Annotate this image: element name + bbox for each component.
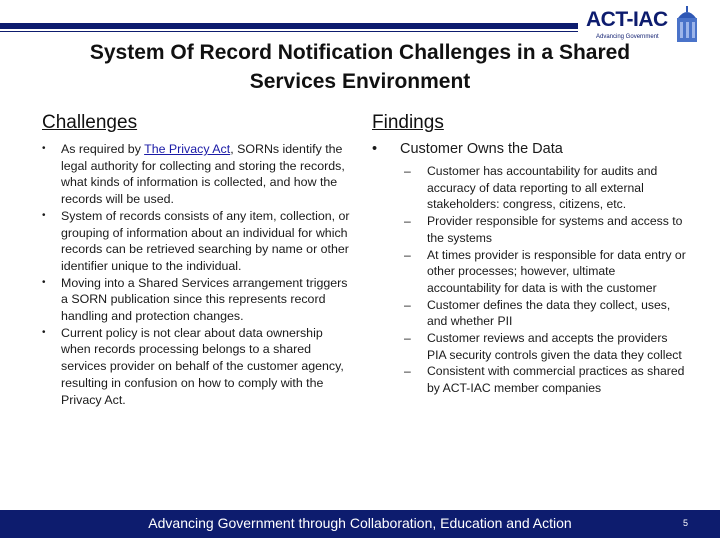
finding-sub-item [404, 330, 688, 363]
finding-sub-item [404, 297, 688, 330]
bullet-icon: • [42, 143, 46, 154]
page-number: 5 [682, 518, 688, 528]
dash-icon: – [404, 364, 411, 379]
bullet-icon: • [372, 141, 378, 157]
footer-text: Advancing Government through Collaboration, Education and Action [148, 515, 572, 531]
challenge-item [42, 208, 352, 275]
privacy-act-link[interactable]: The Privacy Act [144, 142, 231, 156]
bullet-icon: • [42, 276, 46, 288]
header-rule-thin [0, 31, 578, 32]
logo-text: ACT-IAC [586, 8, 668, 31]
challenges-heading: Challenges [42, 112, 138, 133]
finding-sub-text: Provider responsible for systems and access to the systems [427, 214, 683, 245]
title-line-1: System Of Record Notification Challenges in a Shared [89, 41, 631, 64]
finding-sub-text: Customer has accountability for audits and accuracy of data reporting to all external stakeholders: congress, citizens, etc. [427, 164, 658, 212]
dash-icon: – [404, 164, 411, 178]
challenge-text: Current policy is not clear about data ownership when records processing belongs to a shared services provider on behalf of the customer agency, resulting in confusion on how to comply with the Privacy Act. [61, 325, 344, 407]
findings-sub-list [404, 163, 688, 397]
challenges-list [42, 141, 352, 408]
dash-icon: – [404, 247, 411, 262]
bullet-icon: • [42, 209, 46, 221]
slide-title [40, 38, 680, 96]
footer-bar [0, 510, 720, 538]
finding-sub-item [404, 163, 688, 213]
title-line-2: Services Environment [249, 70, 471, 93]
finding-main-text: Customer Owns the Data [400, 141, 563, 157]
challenge-item [42, 141, 352, 208]
challenge-text: System of records consists of any item, collection, or grouping of information about an individual for which records can be retrieved searching by name or other identifier unique to the individual. [61, 208, 350, 273]
finding-sub-item [404, 247, 688, 297]
challenge-item [42, 275, 352, 325]
challenge-suffix: , SORNs identify the legal authority for collecting and storing the records, what kinds of information is collected, and how the records will be used. [61, 142, 345, 207]
finding-sub-item [404, 213, 688, 246]
finding-sub-text: Customer defines the data they collect, uses, and whether PII [427, 297, 671, 329]
findings-heading: Findings [372, 112, 444, 133]
bullet-icon: • [42, 326, 46, 338]
logo-tagline: Advancing Government [596, 34, 659, 40]
dash-icon: – [404, 297, 411, 312]
finding-sub-item [404, 363, 688, 396]
dash-icon: – [404, 331, 411, 346]
finding-sub-text: Consistent with commercial practices as shared by ACT-IAC member companies [427, 364, 685, 396]
challenge-prefix: As required by [61, 142, 145, 156]
finding-sub-text: Customer reviews and accepts the providers PIA security controls given the data they collect [427, 331, 682, 362]
header-rule [0, 23, 578, 29]
dash-icon: – [404, 214, 411, 229]
challenge-item [42, 325, 352, 409]
challenge-text: Moving into a Shared Services arrangement triggers a SORN publication since this represents record handling and protection changes. [61, 275, 348, 324]
finding-sub-text: At times provider is responsible for data entry or other processes; however, ultimate accountability for data is with the customer [427, 247, 686, 295]
